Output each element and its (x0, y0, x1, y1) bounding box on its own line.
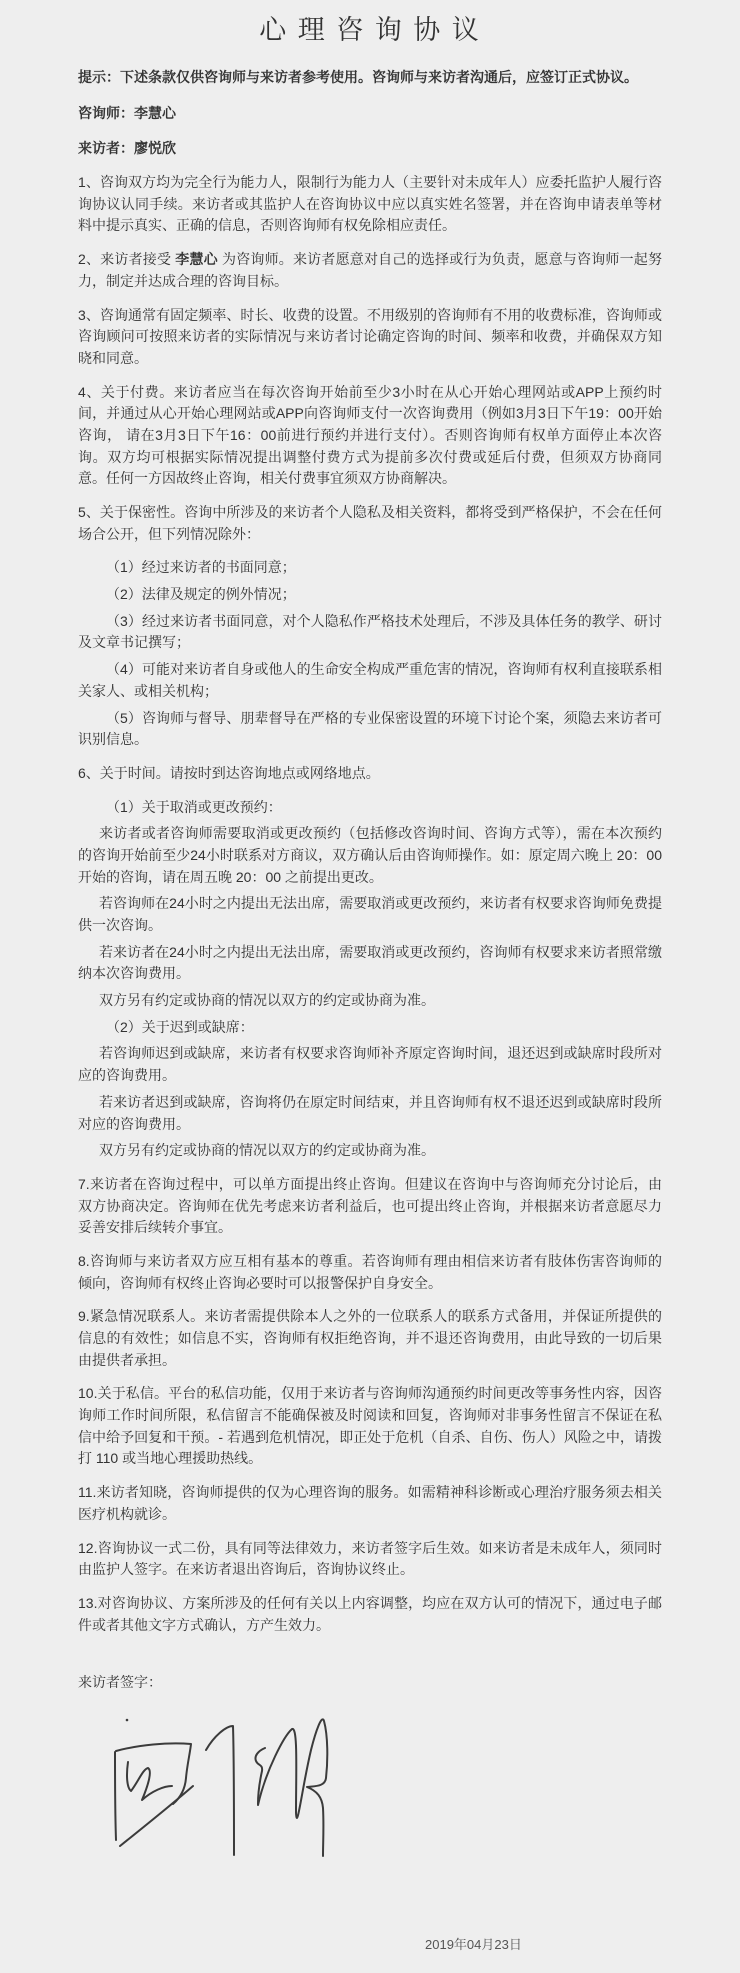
clauses (78, 172, 662, 1636)
clause-paragraph (78, 1482, 662, 1525)
clause-text: 1、咨询双方均为完全行为能力人，限制行为能力人（主要针对未成年人）应委托监护人履行咨询协议认同手续。来访者或其监护人在咨询协议中应以真实姓名签署，并在咨询申请表单等材料中提示真实、正确的信息，否则咨询师有权免除相应责任。 (78, 174, 662, 234)
clause-text: （3）经过来访者书面同意，对个人隐私作严格技术处理后，不涉及具体任务的教学、研讨及文章书记撰写； (78, 612, 662, 651)
clause-paragraph (78, 1538, 662, 1581)
clause-text: 2、来访者接受 (78, 251, 176, 268)
clause-paragraph (78, 305, 662, 370)
clause-paragraph (78, 708, 662, 751)
page-title: 心 理 咨 询 协 议 (259, 15, 481, 45)
agreement-date: 2019年04月23日 (425, 1936, 522, 1952)
clause-text: 为咨询师。来访者愿意对自己的选择或行为负责，愿意与咨询师一起努力，制定并达成合理的咨询目标。 (78, 251, 662, 289)
clause-text: 8.咨询师与来访者双方应互相有基本的尊重。若咨询师有理由相信来访者有肢体伤害咨询师的倾向，咨询师有权终止咨询必要时可以报警保护自身安全。 (78, 1252, 662, 1291)
clause-paragraph (78, 942, 662, 985)
clause-paragraph (78, 611, 662, 654)
clause-text: 7.来访者在咨询过程中，可以单方面提出终止咨询。但建议在咨询中与咨询师充分讨论后，由双方协商决定。咨询师在优先考虑来访者利益后，也可提出终止咨询，并根据来访者意愿尽力妥善安排后续转介事宜。 (78, 1175, 662, 1236)
clause-text: （5）咨询师与督导、朋辈督导在严格的专业保密设置的环境下讨论个案，须隐去来访者可识别信息。 (78, 709, 662, 748)
signature-label: 来访者签字： (78, 1674, 162, 1691)
clause-text: 6、关于时间。请按时到达咨询地点或网络地点。 (78, 764, 380, 781)
clause-text: 11.来访者知晓，咨询师提供的仅为心理咨询的服务。如需精神科诊断或心理治疗服务须去相关医疗机构就诊。 (78, 1484, 662, 1522)
clause-text: 若来访者迟到或缺席，咨询将仍在原定时间结束，并且咨询师有权不退还迟到或缺席时段所对应的咨询费用。 (78, 1093, 662, 1132)
clause-text: 若咨询师迟到或缺席，来访者有权要求咨询师补齐原定咨询时间，退还迟到或缺席时段所对应的咨询费用。 (78, 1045, 662, 1084)
clause-text: （2）法律及规定的例外情况； (106, 586, 296, 603)
clause-text: （4）可能对来访者自身或他人的生命安全构成严重危害的情况，咨询师有权利直接联系相关家人、或相关机构； (78, 661, 662, 699)
clause-text: 3、咨询通常有固定频率、时长、收费的设置。不用级别的咨询师有不用的收费标准，咨询师或咨询顾问可按照来访者的实际情况与来访者讨论确定咨询的时间、频率和收费，并确保双方知晓和同意。 (78, 306, 662, 366)
clause-paragraph (78, 1140, 662, 1162)
clause-text: 10.关于私信。平台的私信功能，仅用于来访者与咨询师沟通预约时间更改等事务性内容，因咨询师工作时间所限，私信留言不能确保被及时阅读和回复，咨询师对非事务性留言不保证在私信中给予回复和干预。- 若遇到危机情况，即正处于危机（自杀、自伤、伤人）风险之中，请拨打 110 或当地心理援助热线。 (78, 1385, 662, 1467)
clause-text: 若咨询师在24小时之内提出无法出席，需要取消或更改预约，来访者有权要求咨询师免费提供一次咨询。 (78, 895, 662, 933)
clause-text: 12.咨询协议一式二份，具有同等法律效力，来访者签字后生效。如来访者是未成年人，须同时由监护人签字。在来访者退出咨询后，咨询协议终止。 (78, 1539, 662, 1578)
clause-paragraph (78, 1043, 662, 1086)
clause-paragraph (78, 1306, 662, 1371)
clause-paragraph (78, 1017, 662, 1039)
clause-text: 来访者或者咨询师需要取消或更改预约（包括修改咨询时间、咨询方式等），需在本次预约的咨询开始前至少24小时联系对方商议，双方确认后由咨询师操作。如：原定周六晚上 20：00 开始的咨询，请在周五晚 20：00 之前提出更改。 (78, 825, 662, 885)
clause-paragraph (78, 249, 662, 292)
clause-paragraph (78, 893, 662, 936)
clause-paragraph (78, 1092, 662, 1135)
clause-text: （1）关于取消或更改预约： (106, 798, 282, 815)
clause-paragraph (78, 823, 662, 888)
clause-paragraph (78, 990, 662, 1012)
notice-line: 提示：下述条款仅供咨询师与来访者参考使用。咨询师与来访者沟通后，应签订正式协议。 (78, 69, 638, 85)
clause-text: 双方另有约定或协商的情况以双方的约定或协商为准。 (99, 1142, 435, 1159)
clause-text: 4、关于付费。来访者应当在每次咨询开始前至少3小时在从心开始心理网站或APP上预约时间，并通过从心开始心理网站或APP向咨询师支付一次咨询费用（例如3月3日下午19：00开始咨询， 请在3月3日下午16：00前进行预约并进行支付）。否则咨询师有权单方面停止本次咨询。双方均可根据实际情况提出调整付费方式为提前多次付费或延后付费，但须双方协商同意。任何一方因故终止咨询，相关付费事宜须双方协商解决。 (78, 383, 662, 487)
clause-paragraph (78, 1593, 662, 1636)
clause-paragraph (78, 763, 662, 785)
clause-text: 9.紧急情况联系人。来访者需提供除本人之外的一位联系人的联系方式备用，并保证所提供的信息的有效性；如信息不实，咨询师有权拒绝咨询，并不退还咨询费用，由此导致的一切后果由提供者承担。 (78, 1308, 662, 1368)
clause-paragraph (78, 797, 662, 819)
clause-text: 若来访者在24小时之内提出无法出席，需要取消或更改预约，咨询师有权要求来访者照常缴纳本次咨询费用。 (78, 943, 662, 982)
visitor-line: 来访者：廖悦欣 (78, 140, 176, 157)
clause-paragraph (78, 502, 662, 545)
clause-text: 5、关于保密性。咨询中所涉及的来访者个人隐私及相关资料，都将受到严格保护，不会在任何场合公开，但下列情况除外： (78, 504, 662, 542)
clause-paragraph (78, 382, 662, 490)
counselor-line: 咨询师：李慧心 (78, 104, 176, 121)
clause-paragraph (78, 172, 662, 237)
clause-text: 双方另有约定或协商的情况以双方的约定或协商为准。 (99, 992, 435, 1009)
clause-text: 13.对咨询协议、方案所涉及的任何有关以上内容调整，均应在双方认可的情况下，通过电子邮件或者其他文字方式确认，方产生效力。 (78, 1594, 662, 1633)
handwritten-signature-icon (90, 1698, 350, 1888)
clause-paragraph (78, 557, 662, 579)
clause-text: （2）关于迟到或缺席： (106, 1018, 254, 1035)
clause-paragraph (78, 1383, 662, 1470)
counselor-name-emphasis: 李慧心 (175, 251, 218, 268)
clause-text: （1）经过来访者的书面同意； (106, 559, 296, 576)
clause-paragraph (78, 1174, 662, 1239)
visitor-signature-image (90, 1698, 350, 1888)
clause-paragraph (78, 659, 662, 702)
clause-paragraph (78, 1251, 662, 1294)
clause-paragraph (78, 584, 662, 606)
